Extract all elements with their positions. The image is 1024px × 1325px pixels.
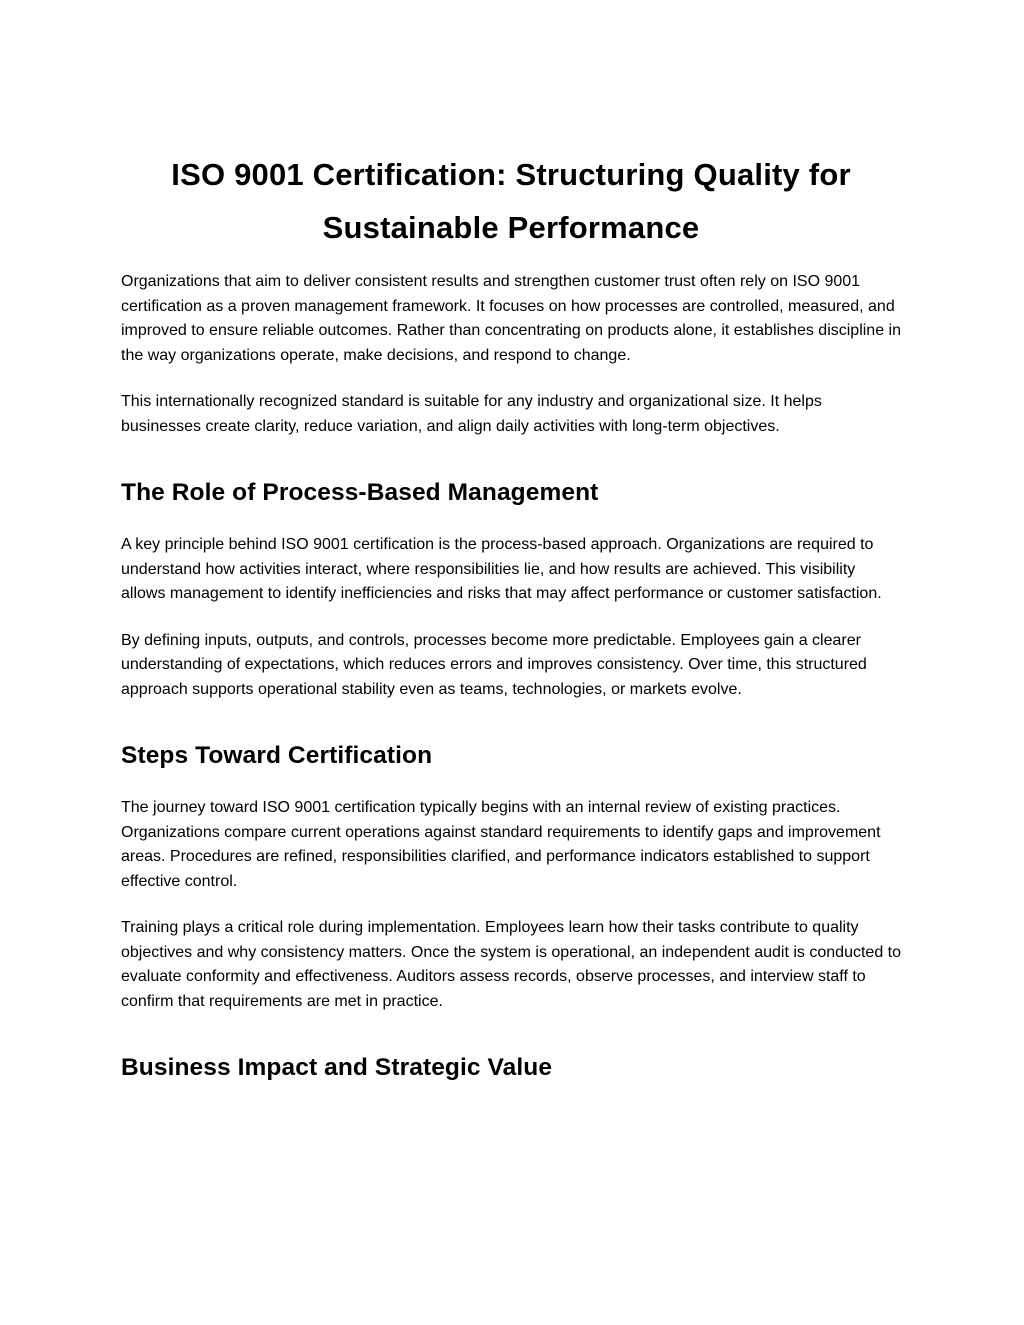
section-heading-business-impact: Business Impact and Strategic Value: [121, 1054, 553, 1081]
section-2-paragraph-1: The journey toward ISO 9001 certification typically begins with an internal review of existing practices. Organizations compare current operations against standard requirements to identify gaps and improvement areas. Procedures are refined, responsibilities clarified, and performance indicators established to support effective control.: [121, 799, 881, 890]
section-1-paragraph-1: A key principle behind ISO 9001 certification is the process-based approach. Organizations are required to understand how activities interact, where responsibilities lie, and how results are achieved. This visibility allows management to identify inefficiencies and risks that may affect performance or customer satisfaction.: [121, 536, 882, 602]
section-heading-process-based-management: The Role of Process-Based Management: [121, 479, 599, 506]
section-2-paragraph-2: Training plays a critical role during implementation. Employees learn how their tasks contribute to quality objectives and why consistency matters. Once the system is operational, an independent audit is conducted to evaluate conformity and effectiveness. Auditors assess records, observe processes, and interview staff to confirm that requirements are met in practice.: [121, 919, 901, 1010]
intro-paragraph-1: Organizations that aim to deliver consistent results and strengthen customer trust often rely on ISO 9001 certification as a proven management framework. It focuses on how processes are controlled, measured, and improved to ensure reliable outcomes. Rather than concentrating on products alone, it establishes discipline in the way organizations operate, make decisions, and respond to change.: [121, 273, 901, 364]
document-title: ISO 9001 Certification: Structuring Quality for Sustainable Performance: [171, 157, 851, 245]
section-1-paragraph-2: By defining inputs, outputs, and controls, processes become more predictable. Employees gain a clearer understanding of expectations, which reduces errors and improves consistency. Over time, this structured approach supports operational stability even as teams, technologies, or markets evolve.: [121, 631, 867, 698]
section-heading-steps-toward-certification: Steps Toward Certification: [121, 742, 433, 769]
intro-paragraph-2: This internationally recognized standard is suitable for any industry and organizational size. It helps businesses create clarity, reduce variation, and align daily activities with long-term objectives.: [121, 393, 822, 435]
